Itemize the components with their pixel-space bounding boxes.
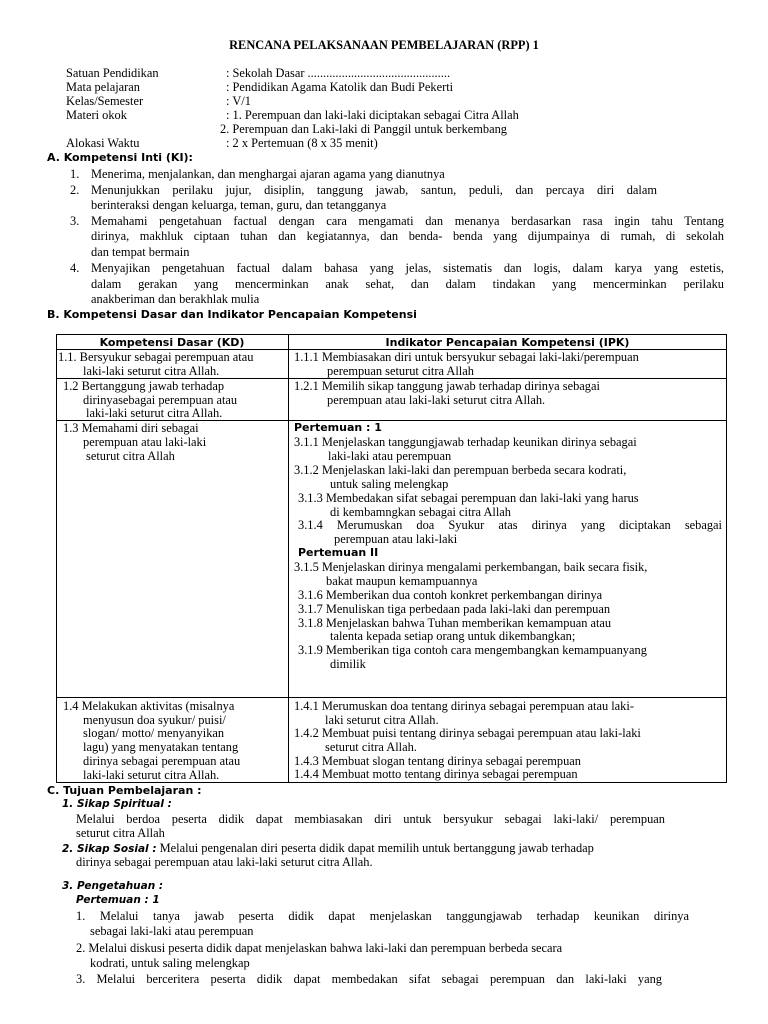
identity-value: : V/1 (226, 94, 251, 108)
document-title: RENCANA PELAKSANAAN PEMBELAJARAN (RPP) 1 (229, 38, 539, 52)
kd-text: 1.4 Melakukan aktivitas (misalnya (63, 699, 235, 713)
ki-text: dirinya, makhluk ciptaan tuhan dan kegiatannya, dan benda- benda yang dijumpainya di rumah, di sekolah (91, 229, 724, 243)
ki-number: 1. (70, 167, 80, 181)
ki-text: anakberiman dan berakhlak mulia (91, 292, 260, 306)
identity-label: Materi okok (66, 108, 127, 122)
identity-value: : Pendidikan Agama Katolik dan Budi Pekerti (226, 80, 454, 94)
meeting-label: Pertemuan : 1 (76, 894, 160, 906)
ipk-text: talenta kepada setiap orang untuk dikembangkan; (330, 629, 576, 643)
kd-text: dirinya sebagai perempuan atau (83, 754, 241, 768)
section-b-heading: B. Kompetensi Dasar dan Indikator Pencapaian Kompetensi (47, 308, 417, 321)
objective-text: 1. Melalui tanya jawab peserta didik dapat menjelaskan tanggungjawab terhadap keunikan dirinya (76, 909, 689, 923)
ki-text: Memahami pengetahuan factual dengan cara mengamati dan menanya berdasarkan rasa ingin tahu Tentang (91, 214, 724, 228)
kd-text: lagu) yang menyatakan tentang (83, 740, 239, 754)
ki-text: dalam gerakan yang mencerminkan anak sehat, dan dalam tindakan yang mencerminkan perilaku (91, 277, 724, 291)
identity-label: Satuan Pendidikan (66, 66, 159, 80)
ki-text: Menerima, menjalankan, dan menghargai ajaran agama yang dianutnya (91, 167, 445, 181)
ipk-text: laki seturut citra Allah. (325, 713, 439, 727)
kd-text: laki-laki seturut citra Allah. (83, 768, 220, 782)
kd-text: laki-laki seturut citra Allah. (83, 364, 220, 378)
identity-label: Alokasi Waktu (66, 136, 140, 150)
objective-text: dirinya sebagai perempuan atau laki-laki seturut citra Allah. (76, 855, 373, 869)
section-c-heading: C. Tujuan Pembelajaran : (47, 784, 202, 797)
identity-value: : 1. Perempuan dan laki-laki diciptakan sebagai Citra Allah (226, 108, 519, 122)
kd-text: slogan/ motto/ menyanyikan (83, 726, 225, 740)
ki-number: 3. (70, 214, 80, 228)
pengetahuan-label: 3. Pengetahuan : (62, 880, 164, 892)
kd-text: laki-laki seturut citra Allah. (86, 406, 223, 420)
ki-text: berinteraksi dengan keluarga, teman, guru, dan tetangganya (91, 198, 387, 212)
sikap-sosial-line (62, 841, 594, 856)
table-border (726, 334, 727, 783)
ipk-text: 1.2.1 Memilih sikap tanggung jawab terhadap dirinya sebagai (294, 379, 600, 393)
ipk-text: seturut citra Allah. (325, 740, 417, 754)
table-border (56, 334, 57, 783)
ipk-text: 3.1.9 Memberikan tiga contoh cara mengembangkan kemampuanyang (298, 643, 647, 657)
kd-text: 1.3 Memahami diri sebagai (63, 421, 199, 435)
kd-text: menyusun doa syukur/ puisi/ (83, 713, 226, 727)
objective-text: seturut citra Allah (76, 826, 165, 840)
objective-text: 3. Melalui berceritera peserta didik dapat membedakan sifat sebagai perempuan dan laki-laki yang (76, 972, 662, 986)
ki-text: Menunjukkan perilaku jujur, disiplin, tanggung jawab, santun, peduli, dan percaya diri dalam (91, 183, 657, 197)
ipk-text: perempuan seturut citra Allah (327, 364, 474, 378)
ipk-text: 1.4.1 Merumuskan doa tentang dirinya sebagai perempuan atau laki- (294, 699, 634, 713)
ipk-text: 3.1.2 Menjelaskan laki-laki dan perempuan berbeda secara kodrati, (294, 463, 627, 477)
ipk-text: 3.1.5 Menjelaskan dirinya mengalami perkembangan, baik secara fisik, (294, 560, 648, 574)
ipk-text: 1.4.2 Membuat puisi tentang dirinya sebagai perempuan atau laki-laki (294, 726, 641, 740)
section-a-heading: A. Kompetensi Inti (KI): (47, 151, 193, 164)
table-border (56, 697, 727, 698)
objective-text: kodrati, untuk saling melengkap (90, 956, 250, 970)
ipk-text: 3.1.3 Membedakan sifat sebagai perempuan dan laki-laki yang harus (298, 491, 639, 505)
objective-text: 2. Melalui diskusi peserta didik dapat menjelaskan bahwa laki-laki dan perempuan berbeda secara (76, 941, 563, 955)
identity-value: : Sekolah Dasar .............................................. (226, 66, 451, 80)
identity-label: Kelas/Semester (66, 94, 144, 108)
ipk-text: perempuan atau laki-laki seturut citra Allah. (327, 393, 546, 407)
column-header-kd: Kompetensi Dasar (KD) (99, 336, 245, 349)
ipk-text: bakat maupun kemampuannya (326, 574, 478, 588)
ipk-text: 3.1.6 Memberikan dua contoh konkret perkembangan dirinya (298, 588, 603, 602)
kd-text: dirinyasebagai perempuan atau (83, 393, 238, 407)
column-header-ipk: Indikator Pencapaian Kompetensi (IPK) (385, 336, 630, 349)
ipk-text: 1.4.3 Membuat slogan tentang dirinya sebagai perempuan (294, 754, 581, 768)
ipk-text: di kembamngkan sebagai citra Allah (330, 505, 511, 519)
kd-text: 1.1. Bersyukur sebagai perempuan atau (58, 350, 254, 364)
ipk-text: 1.4.4 Membuat motto tentang dirinya sebagai perempuan (294, 767, 578, 781)
identity-value: : 2 x Pertemuan (8 x 35 menit) (226, 136, 378, 150)
sikap-sosial-label: 2. Sikap Sosial : (62, 843, 157, 855)
ipk-text: 3.1.1 Menjelaskan tanggungjawab terhadap keunikan dirinya sebagai (294, 435, 637, 449)
sikap-spiritual-label: 1. Sikap Spiritual : (62, 798, 172, 810)
table-border (56, 334, 727, 335)
ipk-text: 3.1.8 Menjelaskan bahwa Tuhan memberikan kemampuan atau (298, 616, 612, 630)
ki-text: Menyajikan pengetahuan factual dalam bahasa yang jelas, sistematis dan logis, dalam karya yang estetis, (91, 261, 724, 275)
objective-text: sebagai laki-laki atau perempuan (90, 924, 254, 938)
identity-label: Mata pelajaran (66, 80, 140, 94)
ipk-text: 1.1.1 Membiasakan diri untuk bersyukur sebagai laki-laki/perempuan (294, 350, 639, 364)
ipk-text: untuk saling melengkap (330, 477, 449, 491)
ki-number: 4. (70, 261, 80, 275)
objective-text: Melalui berdoa peserta didik dapat membiasakan diri untuk bersyukur sebagai laki-laki/ perempuan (76, 812, 665, 826)
ipk-text: laki-laki atau perempuan (328, 449, 452, 463)
ki-number: 2. (70, 183, 80, 197)
ki-text: dan tempat bermain (91, 245, 190, 259)
identity-value: 2. Perempuan dan Laki-laki di Panggil untuk berkembang (220, 122, 507, 136)
ipk-text: dimilik (330, 657, 366, 671)
kd-text: perempuan atau laki-laki (83, 435, 207, 449)
ipk-text: perempuan atau laki-laki (334, 532, 458, 546)
objective-text: Melalui pengenalan diri peserta didik dapat memilih untuk bertanggung jawab terhadap (156, 841, 594, 855)
meeting-label: Pertemuan II (298, 546, 379, 559)
ipk-text: 3.1.4 Merumuskan doa Syukur atas dirinya yang diciptakan sebagai (298, 518, 722, 532)
meeting-label: Pertemuan : 1 (294, 421, 382, 434)
kd-text: seturut citra Allah (86, 449, 175, 463)
table-border (288, 334, 289, 783)
kd-text: 1.2 Bertanggung jawab terhadap (63, 379, 225, 393)
ipk-text: 3.1.7 Menuliskan tiga perbedaan pada laki-laki dan perempuan (298, 602, 611, 616)
